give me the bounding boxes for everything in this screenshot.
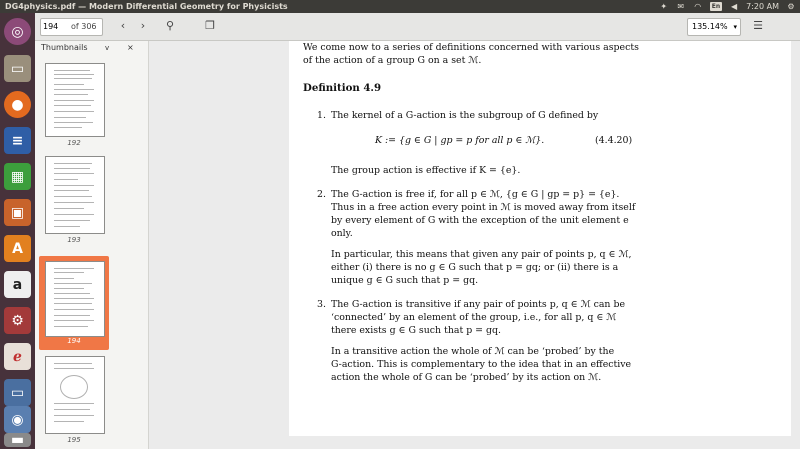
thumbnail-label: 194 <box>67 337 81 345</box>
ubuntu-dash-icon[interactable]: ◎ <box>4 18 31 45</box>
close-icon[interactable]: × <box>127 43 134 52</box>
zoom-select[interactable] <box>687 18 741 36</box>
firefox-icon[interactable]: ● <box>4 91 31 118</box>
item-number: 2. <box>317 189 326 200</box>
thumbnail-194[interactable] <box>39 256 109 350</box>
backup-icon[interactable]: ◉ <box>4 406 31 433</box>
menu-icon[interactable]: ☰ <box>753 19 763 32</box>
item-text: In a transitive action the whole of ℳ can be ‘probed’ by the <box>331 346 615 357</box>
chevron-down-icon[interactable]: v <box>105 44 110 52</box>
item-text: G-action. This is complementary to the idea that in an effective <box>331 359 632 370</box>
window-title: DG4physics.pdf — Modern Differential Geometry for Physicists <box>5 2 288 11</box>
search-icon[interactable]: ⚲ <box>165 19 175 32</box>
item-text: there exists g ∈ G such that p = gq. <box>331 325 501 336</box>
item-text: Thus in a free action every point in ℳ is moved away from itself <box>331 202 636 213</box>
calc-icon[interactable]: ▦ <box>4 163 31 190</box>
item-text: The G-action is transitive if any pair of points p, q ∈ ℳ can be <box>331 299 625 310</box>
intro-line: We come now to a series of definitions concerned with various aspects <box>303 42 639 53</box>
item-text: The G-action is free if, for all p ∈ ℳ, {g ∈ G | gp = p} = {e}. <box>331 189 620 200</box>
item-number: 3. <box>317 299 326 310</box>
settings-icon[interactable]: ⚙ <box>4 307 31 334</box>
trash-icon[interactable]: ▬ <box>4 433 31 447</box>
software-center-icon[interactable]: A <box>4 235 31 262</box>
next-page-button[interactable]: › <box>140 19 146 32</box>
thumbnails-sidebar <box>35 41 149 449</box>
writer-icon[interactable]: ≡ <box>4 127 31 154</box>
zoom-value: 135.14% <box>692 22 728 31</box>
scrollbar[interactable] <box>791 41 800 449</box>
thumbnail-label: 195 <box>67 436 81 444</box>
thumbnail-page <box>45 356 105 434</box>
clock[interactable]: 7:20 AM <box>746 2 779 11</box>
document-viewer-icon[interactable]: ℯ <box>4 343 31 370</box>
power-gear-icon[interactable]: ⚙ <box>787 2 795 11</box>
thumbnail-195[interactable] <box>39 356 109 448</box>
item-text: unique g ∈ G such that p = gq. <box>331 275 479 286</box>
thumbnail-192[interactable] <box>39 63 109 153</box>
item-text: The group action is effective if K = {e}. <box>331 165 521 176</box>
equation-number: (4.4.20) <box>595 135 633 146</box>
thumbnail-page <box>45 261 105 337</box>
previous-page-button[interactable]: ‹ <box>120 19 126 32</box>
files-icon[interactable]: ▭ <box>4 55 31 82</box>
keyboard-language[interactable]: En <box>711 3 721 10</box>
amazon-icon[interactable]: a <box>4 271 31 298</box>
impress-icon[interactable]: ▣ <box>4 199 31 226</box>
page-number-input[interactable] <box>43 20 65 33</box>
diagram-figure <box>60 375 88 399</box>
item-text: The kernel of a G-action is the subgroup of G defined by <box>331 110 599 121</box>
item-text: action the whole of G can be ‘probed’ by its action on ℳ. <box>331 372 602 383</box>
network-icon[interactable]: ◠ <box>694 2 702 11</box>
thumbnail-label: 192 <box>67 139 81 147</box>
sidebar-title[interactable]: Thumbnails <box>41 43 88 52</box>
definition-heading: Definition 4.9 <box>303 82 382 94</box>
equation: K := {g ∈ G | gp = p for all p ∈ ℳ}. <box>375 135 545 146</box>
intro-line: of the action of a group G on a set ℳ. <box>303 55 482 66</box>
remote-desktop-icon[interactable]: ▭ <box>4 379 31 406</box>
bookmark-icon[interactable]: ❐ <box>205 19 215 32</box>
item-text: by every element of G with the exception of the unit element e <box>331 215 629 226</box>
thumbnail-page <box>45 156 105 234</box>
page-total: of 306 <box>71 22 97 31</box>
document-view[interactable] <box>149 41 800 449</box>
chevron-down-icon: ▾ <box>733 23 737 31</box>
item-number: 1. <box>317 110 326 121</box>
item-text: In particular, this means that given any pair of points p, q ∈ ℳ, <box>331 249 632 260</box>
item-text: only. <box>331 228 353 239</box>
thumbnail-page <box>45 63 105 137</box>
sidebar-header <box>35 41 148 55</box>
messages-icon[interactable]: ✉ <box>677 2 685 11</box>
system-tray <box>659 0 796 13</box>
launcher <box>0 13 35 449</box>
dropbox-icon[interactable]: ✦ <box>660 2 668 11</box>
page-selector <box>40 18 103 36</box>
toolbar <box>35 13 800 41</box>
thumbnail-label: 193 <box>67 236 81 244</box>
pdf-page <box>289 41 800 436</box>
item-text: either (i) there is no g ∈ G such that p = gq; or (ii) there is a <box>331 262 619 273</box>
volume-icon[interactable]: ◀ <box>731 2 738 11</box>
top-panel <box>0 0 800 13</box>
item-text: ‘connected’ by an element of the group, i.e., for all p, q ∈ ℳ <box>331 312 617 323</box>
thumbnail-193[interactable] <box>39 156 109 248</box>
